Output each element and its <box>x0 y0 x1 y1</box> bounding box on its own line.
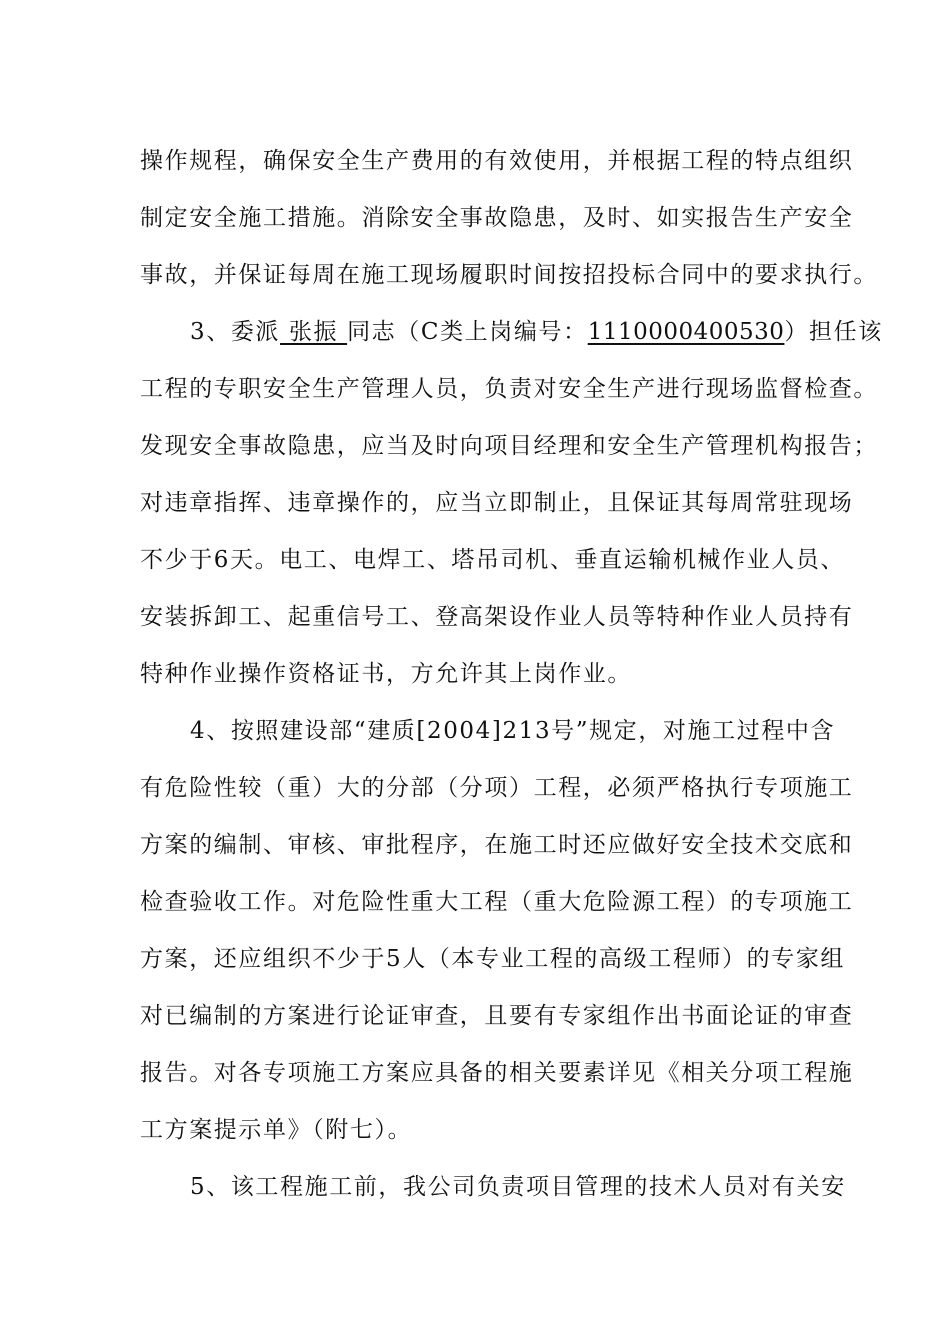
item-3-prefix: 3、委派 <box>190 319 281 345</box>
paragraph-line: 方案的编制、审核、审批程序，在施工时还应做好安全技术交底和 <box>140 832 854 858</box>
paragraph-line: 发现安全事故隐患，应当及时向项目经理和安全生产管理机构报告； <box>140 433 878 459</box>
paragraph-line: 对违章指挥、违章操作的，应当立即制止，且保证其每周常驻现场 <box>140 490 854 516</box>
paragraph-line: 不少于6天。电工、电焊工、塔吊司机、垂直运输机械作业人员、 <box>140 547 846 573</box>
certificate-number: 1110000400530 <box>587 319 785 345</box>
paragraph-line: 操作规程，确保安全生产费用的有效使用，并根据工程的特点组织 <box>140 148 854 174</box>
paragraph-line: 报告。对各专项施工方案应具备的相关要素详见《相关分项工程施 <box>140 1060 854 1086</box>
paragraph-line: 有危险性较（重）大的分部（分项）工程，必须严格执行专项施工 <box>140 775 854 801</box>
paragraph-line: 工程的专职安全生产管理人员，负责对安全生产进行现场监督检查。 <box>140 376 878 402</box>
item-4-first-line: 4、按照建设部“建质[2004]213号”规定，对施工过程中含 <box>190 718 836 744</box>
paragraph-line: 工方案提示单》（附七）。 <box>140 1117 413 1143</box>
item-3-mid: 同志（C类上岗编号： <box>347 319 588 345</box>
item-5-first-line: 5、该工程施工前，我公司负责项目管理的技术人员对有关安 <box>190 1174 846 1200</box>
paragraph-line: 事故，并保证每周在施工现场履职时间按招投标合同中的要求执行。 <box>140 262 878 288</box>
paragraph-line: 安装拆卸工、起重信号工、登高架设作业人员等特种作业人员持有 <box>140 604 854 630</box>
paragraph-line: 特种作业操作资格证书，方允许其上岗作业。 <box>140 661 632 687</box>
paragraph-line: 制定安全施工措施。消除安全事故隐患，及时、如实报告生产安全 <box>140 205 854 231</box>
item-3-suffix: ）担任该 <box>784 319 883 345</box>
paragraph-line: 检查验收工作。对危险性重大工程（重大危险源工程）的专项施工 <box>140 889 854 915</box>
safety-officer-name: 张振 <box>280 319 348 345</box>
paragraph-line: 方案，还应组织不少于5人（本专业工程的高级工程师）的专家组 <box>140 946 846 972</box>
item-3-first-line <box>190 312 950 352</box>
paragraph-line: 对已编制的方案进行论证审查，且要有专家组作出书面论证的审查 <box>140 1003 854 1029</box>
